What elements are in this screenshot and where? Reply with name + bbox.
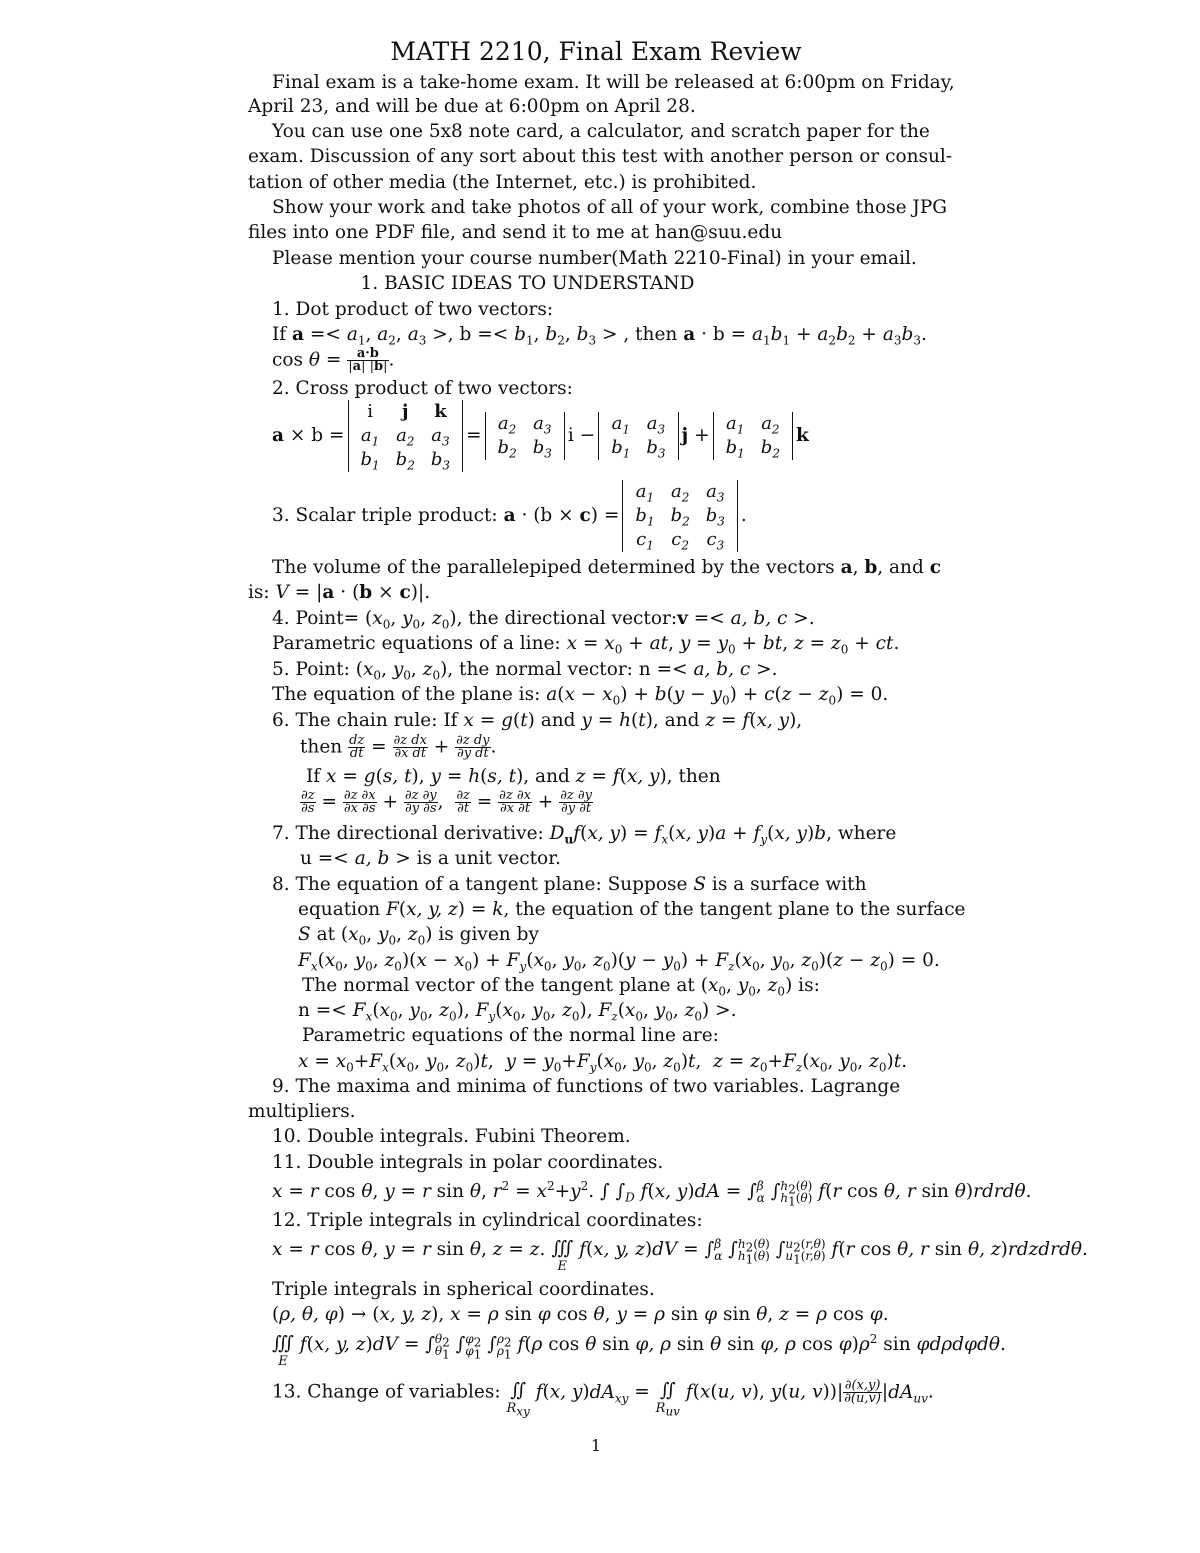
item-3-volume-formula: is: V = |a · (b × c)|. xyxy=(248,582,431,603)
item-6-label: 6. The chain rule: If xyxy=(272,710,458,731)
item-3-volume: The volume of the parallelepiped determined by the vectors a, b, and c xyxy=(272,557,941,578)
unit-text: is a unit vector. xyxy=(416,848,561,869)
intro-line: Show your work and take photos of all of your work, combine those JPG xyxy=(272,197,948,218)
item-6-title: 6. The chain rule: If x = g(t) and y = h(t), and z = f(x, y), xyxy=(272,710,803,731)
item-8-at: S at ($x_0$, $y_0$, $z_0$) is given by xyxy=(298,924,539,948)
item-6-then: then $\frac{dz}{dt}$ = $\frac{\text{∂z dx}}{\text{∂x dt}}$ + $\frac{\text{∂z dy}}{\text{∂y dt}}$ . xyxy=(300,733,497,761)
is-text: is: xyxy=(798,975,820,996)
if-text: If xyxy=(306,766,321,787)
equation-text: equation xyxy=(298,899,381,920)
surface-text: is a surface with xyxy=(711,874,867,895)
item-4-param-label: Parametric equations of a line: xyxy=(272,633,561,654)
item-3-formula: 3. Scalar triple product: a · (b × c) = $a_1$ $a_2$ $a_3$ $b_1$ $b_2$ $b_3$ $c_1$ $c_2$ $c_3$ . xyxy=(272,481,747,553)
item-2-title: 2. Cross product of two vectors: xyxy=(272,378,573,399)
item-2-formula: a × b = i j k $a_1$ $a_2$ $a_3$ $b_1$ $b_2$ $b_3$ = $a_2$ $a_3$ $b_2$ $b_3$ i − $a_1$ $a_3$ $b_1$ $b_3$ j + $a_1$ $a_2$ $b_1$ $b_2$ k xyxy=(272,401,809,473)
item-5-plane-label: The equation of the plane is: xyxy=(272,684,541,705)
item-1-formula: If $a =< a_1$, $a_2$, $a_3$ >, $b =< b_1$, $b_2$, $b_3$ > , then $a \cdot b = a_1b_1 + a_2b_2 + a_3b_3$. xyxy=(272,324,927,348)
intro-line: You can use one 5x8 note card, a calculator, and scratch paper for the xyxy=(272,121,930,142)
item-4-title: 4. Point= ($x_0$, $y_0$, $z_0$), the directional vector:v =< a, b, c >. xyxy=(272,608,815,632)
item-10: 10. Double integrals. Fubini Theorem. xyxy=(272,1126,631,1147)
then-text: then xyxy=(300,736,343,758)
normal-text: The normal vector of the tangent plane at xyxy=(302,975,695,996)
intro-line: files into one PDF file, and send it to me at han@suu.edu xyxy=(248,222,783,243)
item-6-partials: $\frac{\partial z}{\partial s}$ = $\frac{\partial z \partial x}{\partial x \partial s}$ + $\frac{\partial z \partial y}{\partial y \partial s}$ , $\frac{\partial z}{\partial t}$ = $\frac{\partial z \partial x}{\partial x \partial t}$ + $\frac{\partial z \partial y}{\partial y \partial t}$ xyxy=(301,788,592,816)
item-8-eq: equation F(x, y, z) = k, the equation of the tangent plane to the surface xyxy=(298,899,966,920)
item-4-label: 4. Point= xyxy=(272,608,360,629)
volume-text: The volume of the parallelepiped determined by the vectors xyxy=(272,557,835,578)
item-11: 11. Double integrals in polar coordinates. xyxy=(272,1152,664,1173)
item-6-if2: If x = g(s, t), y = h(s, t), and z = f(x, y), then xyxy=(306,766,721,787)
section-heading: 1. BASIC IDEAS TO UNDERSTAND xyxy=(360,273,695,294)
given-text: is given by xyxy=(438,924,539,945)
item-12-spherical: Triple integrals in spherical coordinates. xyxy=(272,1279,655,1300)
item-8-param: Parametric equations of the normal line are: xyxy=(302,1025,719,1046)
intro-line: Final exam is a take-home exam. It will be released at 6:00pm on Friday, xyxy=(272,72,955,93)
item-8-param-eq: $x = x_0+F_x(x_0$, $y_0$, $z_0)t$, $y = y_0+F_y(x_0$, $y_0$, $z_0)t$, $z = z_0+F_z(x_0$, $y_0$, $z_0)t$. xyxy=(298,1051,908,1075)
item-5-normal: , the normal vector: xyxy=(447,659,633,680)
item-13-label: 13. Change of variables: xyxy=(272,1381,501,1403)
is-text: is: xyxy=(248,582,270,603)
item-12-formula: x = r cos θ, y = r sin θ, z = z. ∭ E f(x, y, z)dV = ∫β α $\int h_2(\theta)$ $h_1(\theta)$ $\int u_2(r,\theta)$ $u_1(r,\theta)$ f(r cos θ, r sin θ, z)rdzdrdθ. xyxy=(272,1237,1088,1274)
intro-line: tation of other media (the Internet, etc.) is prohibited. xyxy=(248,172,757,193)
item-9: 9. The maxima and minima of functions of two variables. Lagrange xyxy=(272,1076,901,1097)
item-11-formula: x = r cos θ, y = r sin θ, $r^2 = x^2+y^2$. ∫ $\int_D$ f(x, y)dA = ∫β α $\int h_2(\theta)$ $h_1(\theta)$ f(r cos θ, r sin θ)rdrdθ. xyxy=(272,1178,1032,1209)
item-8-normal: The normal vector of the tangent plane at ($x_0$, $y_0$, $z_0$) is: xyxy=(302,975,820,999)
item-8-normal-vec: $n =< F_x(x_0$, $y_0$, $z_0$), $F_y(x_0$, $y_0$, $z_0$), $F_z(x_0$, $y_0$, $z_0$) >. xyxy=(298,1000,737,1024)
page-title: MATH 2210, Final Exam Review xyxy=(390,37,802,66)
intro-line: April 23, and will be due at 6:00pm on April 28. xyxy=(248,96,696,117)
item-1-cos: cos θ = $\frac{a\cdot b}{|a| |b|}$ . xyxy=(272,346,395,374)
item-12-sph-formula: ∭ E f(x, y, $z)dV = \int\theta_2$ $\theta_1$ $\int\varphi_2$ $\varphi_1$ $\int\rho_2$ $\rho_1$ f(ρ cos θ sin φ, ρ sin θ sin φ, ρ $\cos \varphi)\rho^2$ sin φdρdφdθ. xyxy=(272,1331,1006,1369)
intro-line: Please mention your course number(Math 2210-Final) in your email. xyxy=(272,248,917,269)
page-number: 1 xyxy=(590,1436,602,1455)
item-8-title: 8. The equation of a tangent plane: Suppose S is a surface with xyxy=(272,874,867,895)
item-13: 13. Change of variables: ∬ $R_{xy}$ f(x, $y)dA_{xy}$ = ∬ $R_{uv}$ f(x(u, v), y(u, v))| $\frac{\partial(x,y)}{\partial(u,v)}$ $|dA_{uv}$. xyxy=(272,1378,934,1419)
item-7-label: 7. The directional derivative: xyxy=(272,823,544,844)
tangent-text: , the equation of the tangent plane to the surface xyxy=(503,899,966,920)
item-12: 12. Triple integrals in cylindrical coordinates: xyxy=(272,1210,703,1231)
item-8-label: 8. The equation of a tangent plane: Suppose xyxy=(272,874,688,895)
item-9-cont: multipliers. xyxy=(248,1101,356,1122)
where-text: , where xyxy=(826,823,897,844)
item-4-dir: , the directional vector: xyxy=(456,608,678,629)
item-7-title: 7. The directional derivative: $D_uf(x$, $y) = f_x(x$, $y)a + f_y(x$, y)b, where xyxy=(272,823,897,847)
item-5-plane: The equation of the plane is: $a(x - x_0) + b(y - y_0) + c(z - z_0) = 0$. xyxy=(272,684,889,708)
item-1-title: 1. Dot product of two vectors: xyxy=(272,299,554,320)
item-12-sph-coords: (ρ, θ, φ) → (x, y, z), x = ρ sin φ cos θ, y = ρ sin φ sin θ, z = ρ cos φ. xyxy=(272,1304,889,1325)
item-4-param: Parametric equations of a line: $x = x_0$ + at, $y = y_0$ + bt, $z = z_0$ + ct. xyxy=(272,633,900,657)
intro-line: exam. Discussion of any sort about this test with another person or consul- xyxy=(248,146,953,167)
at-text: at xyxy=(316,924,336,945)
item-3-title: 3. Scalar triple product: xyxy=(272,505,498,526)
item-7-unit: u =< a, b > is a unit vector. xyxy=(300,848,561,869)
item-8-tangent-eq: $F_x(x_0$, $y_0$, $z_0)(x - x_0) + F_y(x_0$, $y_0$, $z_0)(y - y_0) + F_z(x_0$, $y_0$, $z_0)(z - z_0) = 0$. xyxy=(298,950,940,974)
item-5-label: 5. Point: xyxy=(272,659,350,680)
item-5-title: 5. Point: ($x_0$, $y_0$, $z_0$), the normal vector: n =< a, b, c >. xyxy=(272,659,778,683)
